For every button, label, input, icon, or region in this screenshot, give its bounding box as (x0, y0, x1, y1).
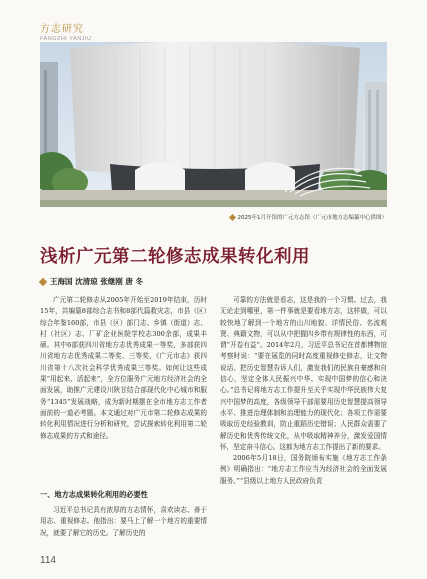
article-title: 浅析广元第二轮修志成果转化利用 (40, 247, 310, 267)
page-number: 114 (40, 555, 56, 566)
photo-caption (230, 213, 388, 221)
journal-header (40, 20, 91, 42)
section-heading: 一、地方志成果转化利用的必要性 (40, 490, 148, 499)
diamond-bullet-icon (39, 277, 47, 285)
paragraph: 习近平总书记具有浓厚的方志情怀，喜欢读志、善于用志、重视修志。他指出：要马上了解一个地方的重要情况，就要了解它的历史。了解历史的 (40, 506, 207, 537)
right-column (220, 295, 387, 487)
author-line (40, 276, 143, 287)
column-name-en: FANGZHI YANJIU (40, 36, 92, 42)
paragraph: 可靠的方法就是看志，这是我的一个习惯。过去，我无论走到哪里，第一件事就是要看地方志，这样做，可以较快地了解到一个地方的山川地貌、详情民俗、名流观贤、典籍文物，可以从中把握四乡带有规律性的东西，可谓“开卷有益”。2014年2月，习近平总书记在首都博物馆考察时说：“要在展览的同时高度重视修史修志，让文物说话、把历史智慧告诉人们，激发我们的民族自豪感和自信心，坚定全体人民振兴中华、实现中国梦的信心和决心。”总书记将地方志工作提升至关乎实现中华民族伟大复兴中国梦的高度，各级领导干部需要用历史智慧提高领导水平、推进治理体制和治理能力的现代化；各项工作需要吸取历史经验教训，防止重蹈历史错误；人民群众需要了解历史和优秀传统文化，从中吸取精神养分，激发爱国情怀，坚定奋斗信心。这都为地方志工作提出了新的要求。 (220, 296, 387, 451)
left-column-continued (40, 505, 207, 539)
paragraph: 2006年5月18日，国务院颁布实施《地方志工作条例》明确指出：“地方志工作应当为经济社会的全面发展服务。”“县级以上地方人民政府负责 (220, 454, 387, 485)
museum-photo (40, 42, 387, 207)
left-column (40, 295, 207, 442)
museum-photo-illustration (40, 42, 387, 207)
paragraph: 广元第二轮修志从2005年开始至2019年结束，历时15年，共编纂8部综合志书和8部代篇救灾志，市县（区）综合年鉴160部，市县（区）部门志、乡镇（街道）志、村（社区）志、厂矿企业医院学校志300余部，成果丰硕。其中6部获四川省地方志优秀成果一等奖，多部获四川省地方志优秀成果二等奖、三等奖，《广元市志》获四川省第十八次社会科学优秀成果三等奖。如何让这些成果“用起来、活起来”，全方位服务广元地方经济社会的全面发展，助推广元建设川陕甘结合部现代化中心城市和服务“1345”发展战略，成为新时期摆在全市地方志工作者面前的一道必考题。本文通过对广元市第二轮修志成果的转化利用情况进行分析和研究，尝试探索转化利用第二轮修志成果的方式和途径。 (40, 296, 207, 440)
column-name: 方志研究 (40, 24, 84, 35)
caption-text: 2025年1月开馆的广元方志馆（广元市地方志编纂中心供图） (237, 215, 387, 221)
author-names: 王海国 沈清琼 张继刚 唐 冬 (50, 277, 143, 286)
diamond-bullet-icon (228, 213, 235, 220)
